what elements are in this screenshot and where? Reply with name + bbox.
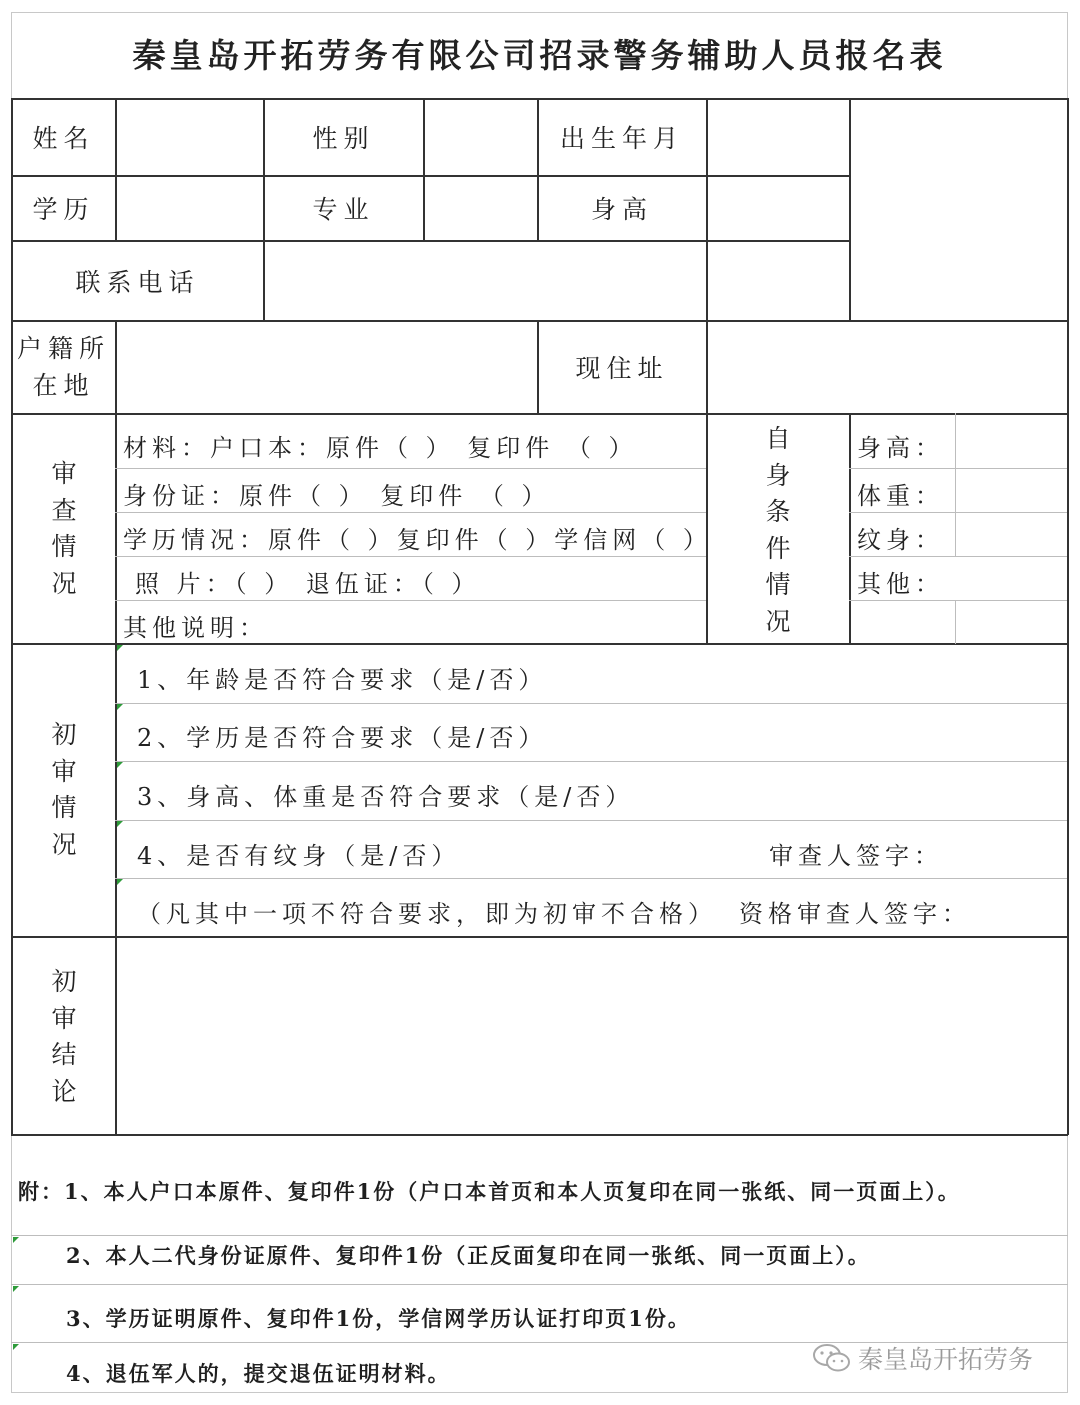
- self-other: 其他：: [857, 570, 944, 598]
- cell-marker: [13, 1344, 19, 1350]
- name-label: 姓名: [32, 124, 95, 153]
- cell-marker: [117, 821, 123, 827]
- cell-marker: [13, 1237, 19, 1243]
- review-materials: 材料：户口本：原件（ ） 复印件 （ ）: [123, 434, 638, 462]
- table-line: [115, 761, 1067, 762]
- review-other: 其他说明：: [123, 614, 268, 642]
- name-input-cell[interactable]: [116, 99, 263, 175]
- table-line: [115, 556, 706, 557]
- cell-marker: [117, 762, 123, 768]
- table-line: [115, 878, 1067, 879]
- gender-label: 性别: [312, 124, 375, 153]
- address-input-cell[interactable]: [707, 321, 1067, 413]
- table-line: [11, 1134, 1068, 1136]
- education-input-cell[interactable]: [116, 176, 263, 240]
- hukou-input-cell[interactable]: [116, 321, 537, 413]
- major-label: 专业: [312, 195, 375, 224]
- height-input-cell[interactable]: [707, 176, 849, 240]
- address-label: 现住址: [575, 354, 669, 383]
- initial-review-label: 初 审 情 况: [51, 720, 77, 859]
- initial-q2: 2、学历是否符合要求（是/否）: [137, 724, 548, 752]
- initial-rule: （凡其中一项不符合要求，即为初审不合格）: [137, 900, 717, 928]
- qualification-reviewer-signature: 资格审查人签字：: [739, 900, 971, 928]
- reviewer-signature: 审查人签字：: [769, 842, 943, 870]
- table-line: [11, 413, 1068, 415]
- attachment-note-4: 4、退伍军人的，提交退伍证明材料。: [66, 1361, 451, 1386]
- cell-marker: [117, 879, 123, 885]
- phone-label: 联系电话: [75, 267, 200, 297]
- table-line: [849, 468, 1067, 469]
- table-line: [1067, 98, 1069, 1135]
- attachment-note-1: 附：1、本人户口本原件、复印件1份（户口本首页和本人页复印在同一张纸、同一页面上）。: [18, 1179, 961, 1204]
- attachment-note-3: 3、学历证明原件、复印件1份，学信网学历认证打印页1份。: [66, 1306, 691, 1331]
- form-title: 秦皇岛开拓劳务有限公司招录警务辅助人员报名表: [132, 36, 947, 75]
- table-line: [115, 820, 1067, 821]
- initial-q1: 1、年龄是否符合要求（是/否）: [137, 666, 548, 694]
- self-weight: 体重：: [857, 482, 944, 510]
- review-photo: 照 片：（ ） 退伍证：（ ）: [135, 570, 481, 598]
- initial-q4: 4、是否有纹身（是/否）: [137, 842, 461, 870]
- education-label: 学历: [32, 195, 95, 224]
- table-line: [849, 413, 851, 644]
- watermark-text: 秦皇岛开拓劳务: [858, 1345, 1034, 1374]
- self-condition-label: 自 身 条 件 情 况: [765, 424, 791, 636]
- table-line: [955, 600, 956, 644]
- table-line: [11, 643, 1068, 645]
- wechat-icon: [812, 1343, 852, 1373]
- conclusion-label: 初 审 结 论: [51, 967, 77, 1106]
- review-idcard: 身份证：原件（ ） 复印件 （ ）: [123, 482, 551, 510]
- note-divider: [11, 1284, 1068, 1285]
- cell-marker: [117, 645, 123, 651]
- self-tattoo: 纹身：: [857, 526, 944, 554]
- cell-marker: [117, 704, 123, 710]
- table-line: [849, 512, 1067, 513]
- height-label: 身高: [590, 195, 653, 224]
- hukou-label: 户籍所在地: [16, 334, 110, 400]
- review-education: 学历情况：原件（ ）复印件（ ）学信网（ ）: [123, 526, 712, 554]
- birth-label: 出生年月: [559, 124, 684, 153]
- gender-input-cell[interactable]: [424, 99, 537, 175]
- table-line: [115, 468, 706, 469]
- table-line: [115, 703, 1067, 704]
- table-line: [115, 512, 706, 513]
- major-input-cell[interactable]: [424, 176, 537, 240]
- table-line: [115, 600, 706, 601]
- note-divider: [11, 1235, 1068, 1236]
- birth-input-cell[interactable]: [707, 99, 849, 175]
- conclusion-input-cell[interactable]: [116, 937, 1067, 1134]
- table-line: [955, 413, 956, 556]
- table-line: [849, 600, 1067, 601]
- phone-input-cell[interactable]: [264, 241, 706, 320]
- self-height: 身高：: [857, 434, 944, 462]
- photo-cell[interactable]: [850, 99, 1067, 320]
- table-line: [849, 556, 1067, 557]
- watermark: [812, 1340, 1033, 1376]
- cell-marker: [13, 1286, 19, 1292]
- review-label: 审 查 情 况: [51, 459, 77, 598]
- attachment-note-2: 2、本人二代身份证原件、复印件1份（正反面复印在同一张纸、同一页面上）。: [66, 1243, 871, 1268]
- initial-q3: 3、身高、体重是否符合要求（是/否）: [137, 783, 635, 811]
